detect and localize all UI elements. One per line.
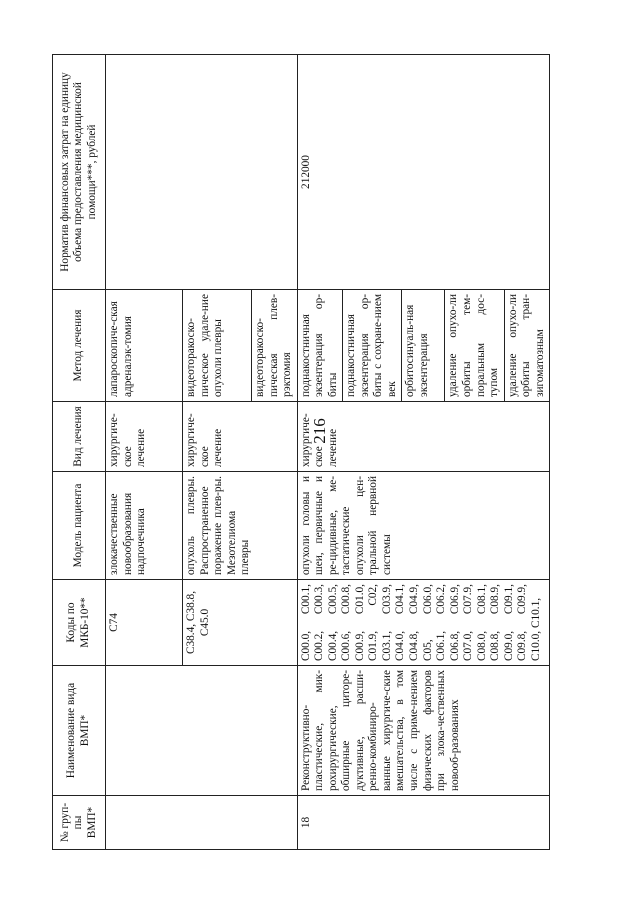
cell-model: опухоли головы и шеи, первичные и ре-цидивные, ме-тастатические опухоли цен-тральной нервной системы — [297, 472, 550, 580]
header-type: Вид лечения — [53, 402, 106, 472]
cell-method: видеоторакоско-пическая плев-рэктомия — [252, 290, 298, 402]
cell-name: Реконструктивно-пластические, мик-рохирургические, обширные циторе-дуктивные, расши-ренно-комбиниро-ванные хирургиче-ские вмешательства, в том числе с приме-нением физических факторов при злока-чественных новооб-разованиях — [297, 666, 550, 796]
cell-codes: C00.0, C00.1, C00.2, C00.3, C00.4, C00.5, C00.6, C00.8, C00.9, C01.0, C01.9, C02, C03.1, C03.9, C04.0, C04.1, C04.8, C04.9, C05, C06.0, C06.1, C06.2, C06.8, C06.9, C07.0, C07.9, C08.0, C08.1, C08.8, C08.9, C09.0, C09.1, C09.8, C09.9, C10.0, C10.1, — [297, 580, 550, 666]
cell-method: орбитосинуаль-ная экзентерация — [402, 290, 445, 402]
page-number: 216 — [310, 418, 329, 444]
cell-type: хирургиче-ское лечение — [106, 402, 183, 472]
cell-type: хирургиче-ское лечение — [183, 402, 298, 472]
table-row — [297, 55, 343, 850]
cell-method: удаление опухо-ли орбиты тем-поральным дос-тупом — [445, 290, 504, 402]
cell-codes: C38.4, C38.8, C45.0 — [183, 580, 298, 666]
cell-method: видеоторакоско-пическое удале-ние опухоли плевры — [183, 290, 252, 402]
rotated-page-content — [52, 55, 600, 850]
cell-group-empty — [106, 796, 298, 850]
cell-norm: 212000 — [297, 55, 550, 290]
cell-norm-empty — [106, 55, 298, 290]
cell-type: хирургиче-ское лечение — [297, 402, 550, 472]
header-name: Наименование вида ВМП* — [53, 666, 106, 796]
vmp-table — [52, 54, 550, 850]
header-group: № груп-пы ВМП* — [53, 796, 106, 850]
cell-group: 18 — [297, 796, 550, 850]
cell-method: лапароскопиче-ская адреналэк-томия — [106, 290, 183, 402]
cell-model: опухоль плевры. Распространенное поражение плев-ры. Мезотелиома плевры — [183, 472, 298, 580]
cell-codes: C74 — [106, 580, 183, 666]
cell-method: удаление опухо-ли орбиты тран-зигоматозным — [504, 290, 550, 402]
cell-method: поднакостничная экзентерация ор-биты — [297, 290, 343, 402]
header-method: Метод лечения — [53, 290, 106, 402]
cell-model: злокачественные новообразования надпочечника — [106, 472, 183, 580]
table-row — [106, 55, 183, 850]
header-row — [53, 55, 106, 850]
cell-method: поднакостничная экзентерация ор-биты с сохране-нием век — [343, 290, 402, 402]
header-model: Модель пациента — [53, 472, 106, 580]
header-codes: Коды по МКБ-10** — [53, 580, 106, 666]
cell-name-empty — [106, 666, 298, 796]
header-norm: Норматив финансовых затрат на единицу объема предоставления медицинской помощи***, рублей — [53, 55, 106, 290]
